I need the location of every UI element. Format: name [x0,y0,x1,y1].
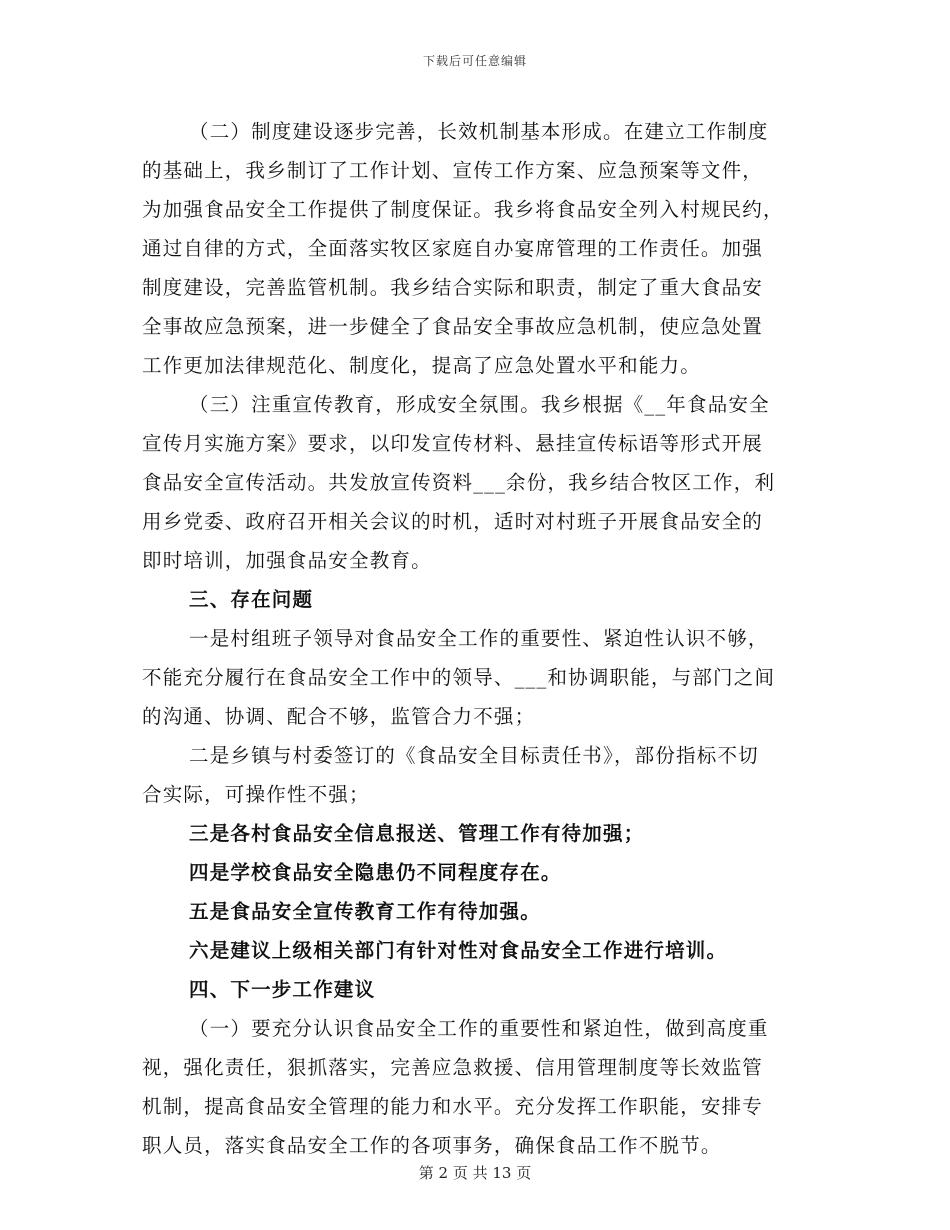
heading-line: 四、下一步工作建议 [189,978,376,1001]
text-line: 为加强食品安全工作提供了制度保证。我乡将食品安全列入村规民约， [142,198,784,221]
text-line: 不能充分履行在食品安全工作中的领导、___和协调职能，与部门之间 [142,666,776,689]
text-line: 宣传月实施方案》要求，以印发宣传材料、悬挂宣传标语等形式开展 [142,432,764,455]
text-line: 工作更加法律规范化、制度化，提高了应急处置水平和能力。 [142,354,701,377]
text-line: 职人员，落实食品安全工作的各项事务，确保食品工作不脱节。 [142,1134,722,1157]
text-line: 视，强化责任，狠抓落实，完善应急救援、信用管理制度等长效监管 [142,1056,764,1079]
text-line: （一）要充分认识食品安全工作的重要性和紧迫性，做到高度重 [189,1017,769,1040]
text-line: 用乡党委、政府召开相关会议的时机，适时对村班子开展食品安全的 [142,510,764,533]
text-line: 即时培训，加强食品安全教育。 [142,549,432,572]
text-line: 合实际，可操作性不强； [142,783,370,806]
text-line: 一是村组班子领导对食品安全工作的重要性、紧迫性认识不够， [189,627,769,650]
text-line: 二是乡镇与村委签订的《食品安全目标责任书》，部份指标不切 [189,744,759,767]
heading-line: 五是食品安全宣传教育工作有待加强。 [189,900,541,923]
text-line: 全事故应急预案，进一步健全了食品安全事故应急机制，使应急处置 [142,315,764,338]
text-line: 机制，提高食品安全管理的能力和水平。充分发挥工作职能，安排专 [142,1095,764,1118]
heading-line: 六是建议上级相关部门有针对性对食品安全工作进行培训。 [189,939,728,962]
heading-line: 三是各村食品安全信息报送、管理工作有待加强； [189,822,645,845]
page-header: 下载后可任意编辑 [422,54,527,68]
text-line: 的沟通、协调、配合不够，监管合力不强； [142,705,536,728]
document-body [142,112,807,1165]
text-line: （二）制度建设逐步完善，长效机制基本形成。在建立工作制度 [189,120,769,143]
text-line: （三）注重宣传教育，形成安全氛围。我乡根据《__年食品安全 [189,393,770,416]
text-line: 制度建设，完善监管机制。我乡结合实际和职责，制定了重大食品安 [142,276,764,299]
page-footer: 第 2 页 共 13 页 [418,1164,532,1182]
text-line: 的基础上，我乡制订了工作计划、宣传工作方案、应急预案等文件， [142,159,764,182]
heading-line: 三、存在问题 [189,588,314,611]
text-line: 通过自律的方式，全面落实牧区家庭自办宴席管理的工作责任。加强 [142,237,764,260]
text-line: 食品安全宣传活动。共发放宣传资料___余份，我乡结合牧区工作，利 [142,471,776,494]
heading-line: 四是学校食品安全隐患仍不同程度存在。 [189,861,562,884]
